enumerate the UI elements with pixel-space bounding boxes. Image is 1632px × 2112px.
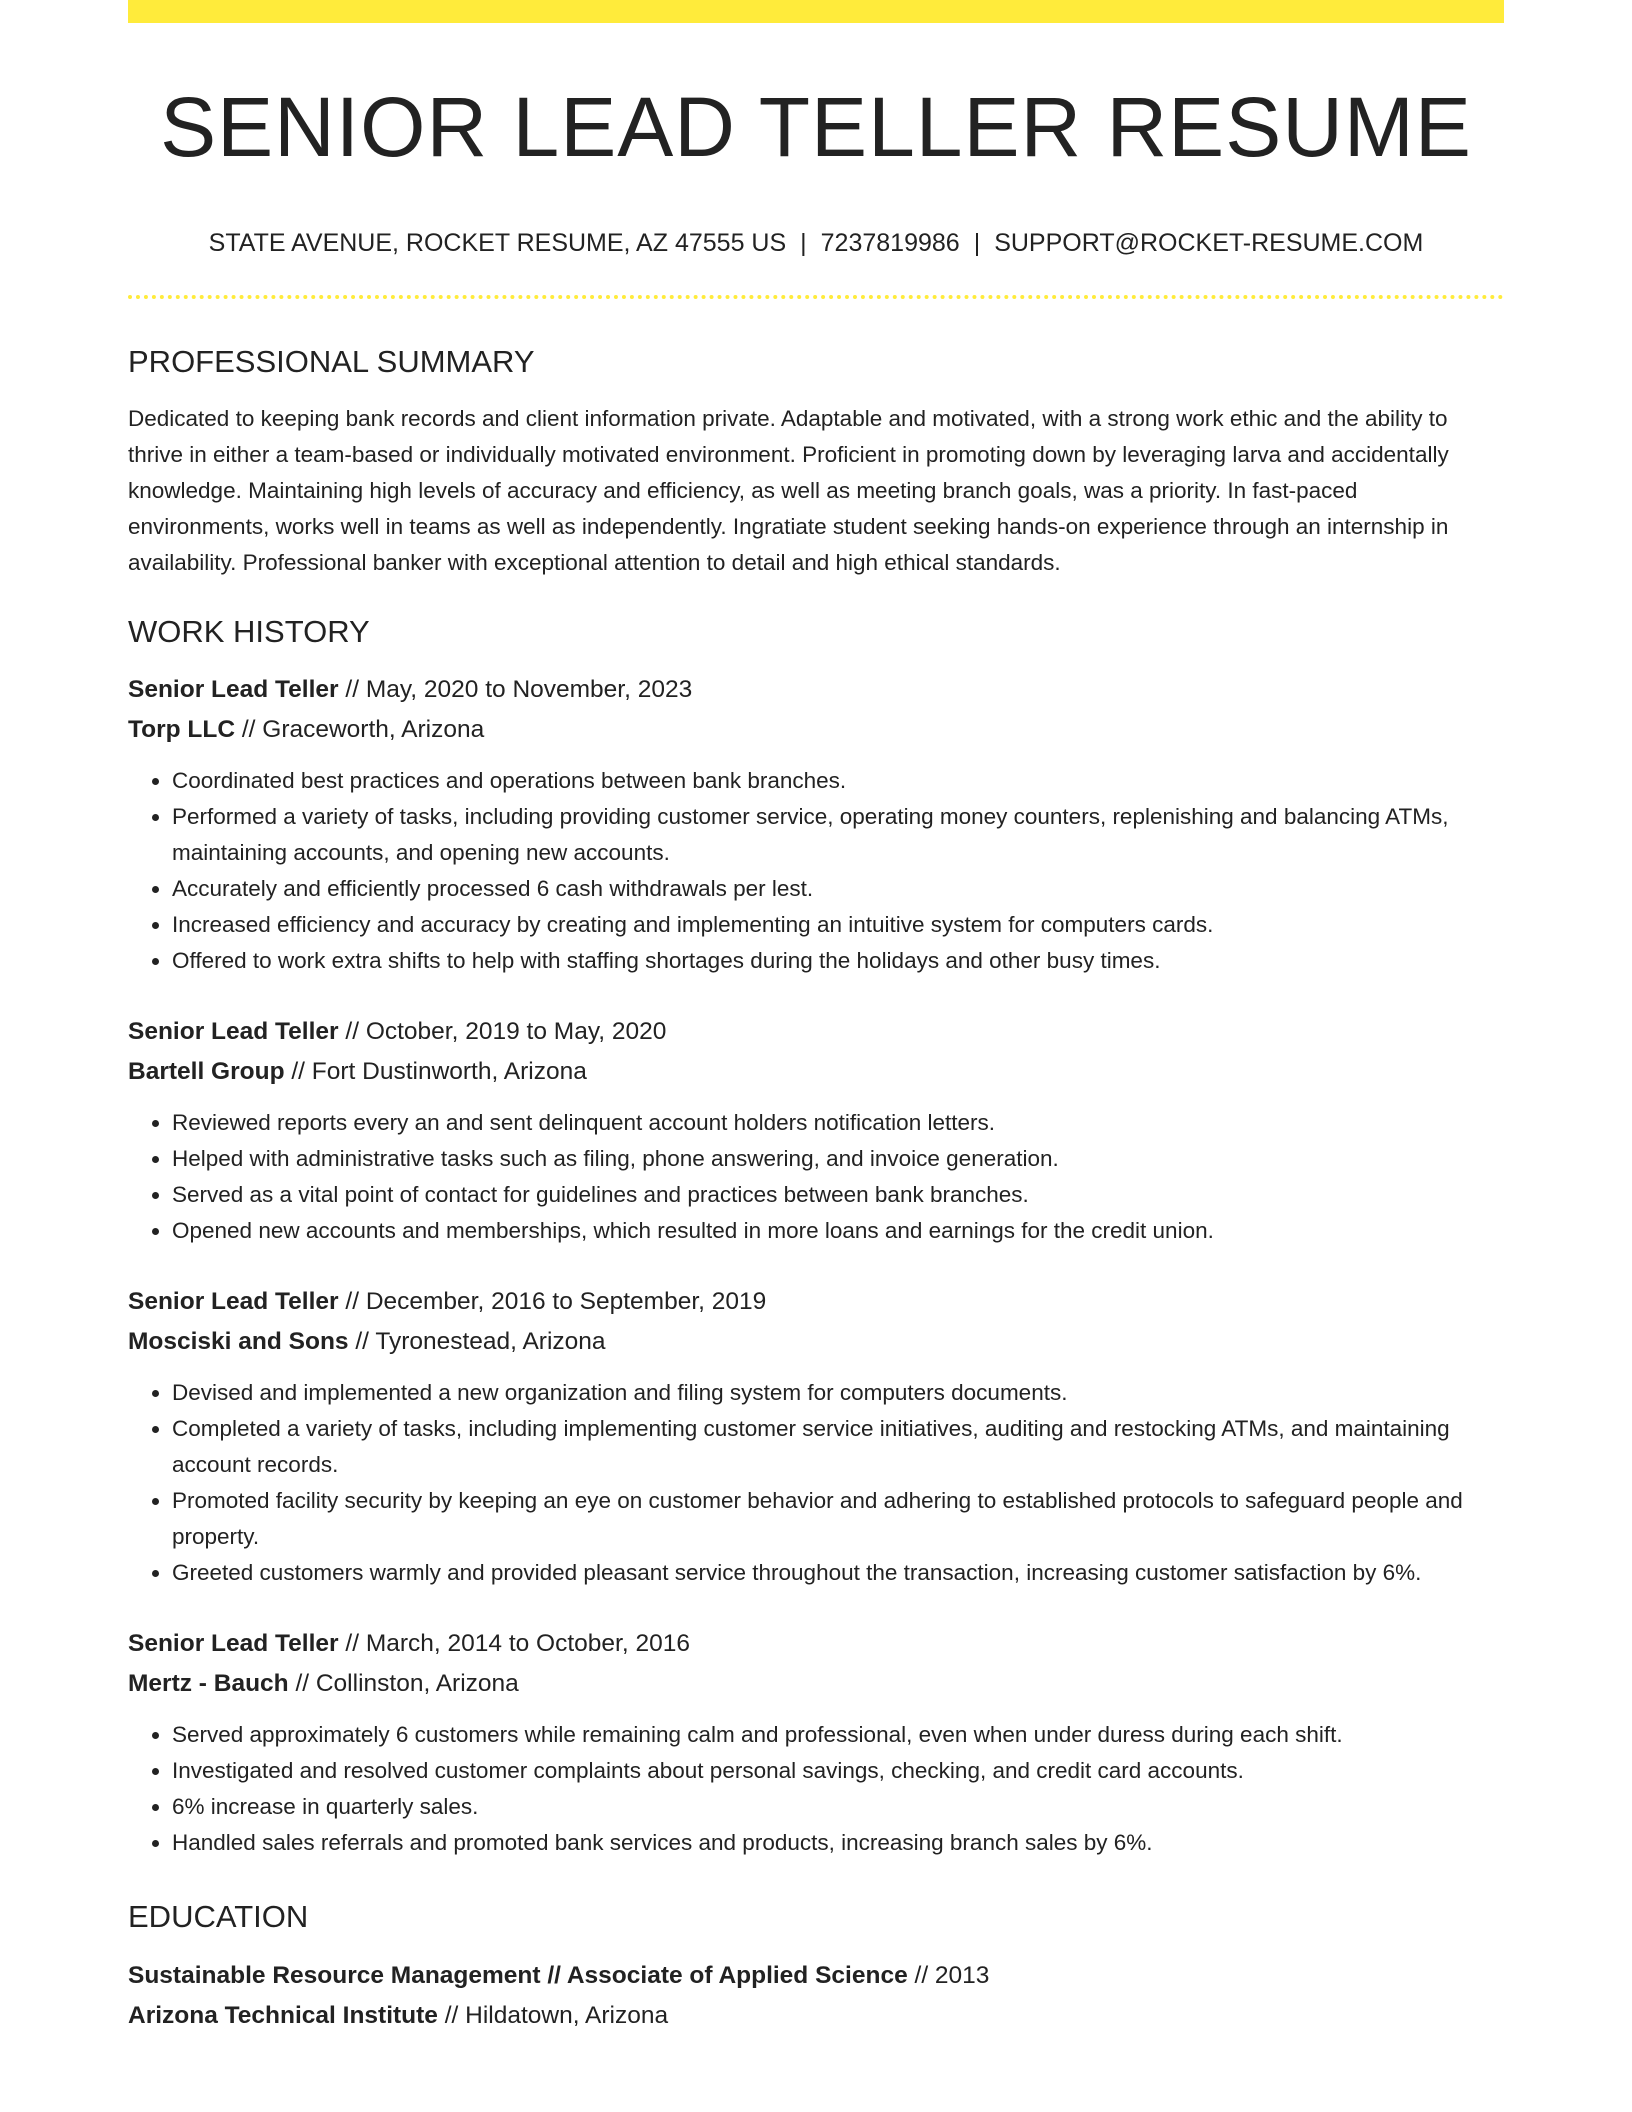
- degree: Sustainable Resource Management // Associate of Applied Science: [128, 1962, 908, 1989]
- job-bullet: • Investigated and resolved customer complaints about personal savings, checking, and credit card accounts.: [172, 1753, 1504, 1789]
- job-entry: [128, 1012, 1504, 1249]
- job-location: // Graceworth, Arizona: [235, 716, 485, 743]
- job-company: Mertz - Bauch: [128, 1670, 289, 1697]
- education-heading: EDUCATION: [128, 1899, 309, 1934]
- school: Arizona Technical Institute: [128, 2002, 438, 2029]
- job-title-line: [128, 1624, 1504, 1664]
- contact-email: SUPPORT@ROCKET-RESUME.COM: [994, 229, 1424, 257]
- job-bullet: • Reviewed reports every an and sent delinquent account holders notification letters.: [172, 1105, 1504, 1141]
- job-bullet: • Offered to work extra shifts to help with staffing shortages during the holidays and other busy times.: [172, 943, 1504, 979]
- job-bullet: • Increased efficiency and accuracy by creating and implementing an intuitive system for computers cards.: [172, 907, 1504, 943]
- job-company-line: [128, 1322, 1504, 1362]
- job-bullet: • Served approximately 6 customers while remaining calm and professional, even when under duress during each shift.: [172, 1717, 1504, 1753]
- job-bullet: • Helped with administrative tasks such as filing, phone answering, and invoice generation.: [172, 1141, 1504, 1177]
- degree-line: [128, 1956, 1504, 1996]
- job-company: Bartell Group: [128, 1058, 285, 1085]
- job-title: Senior Lead Teller: [128, 1018, 339, 1045]
- job-bullet: • Opened new accounts and memberships, which resulted in more loans and earnings for the credit union.: [172, 1213, 1504, 1249]
- resume-page: [128, 0, 1504, 2036]
- accent-top-bar: [128, 0, 1504, 23]
- job-title-line: [128, 1012, 1504, 1052]
- job-entry: [128, 1624, 1504, 1861]
- education-entry: [128, 1956, 1504, 2036]
- job-bullet: • Handled sales referrals and promoted bank services and products, increasing branch sales by 6%.: [172, 1825, 1504, 1861]
- job-title: Senior Lead Teller: [128, 1630, 339, 1657]
- contact-separator: |: [973, 229, 981, 257]
- job-company: Torp LLC: [128, 716, 236, 743]
- job-bullet: • 6% increase in quarterly sales.: [172, 1789, 1504, 1825]
- job-location: // Fort Dustinworth, Arizona: [284, 1058, 587, 1085]
- job-location: // Tyronestead, Arizona: [348, 1328, 606, 1355]
- summary-heading: PROFESSIONAL SUMMARY: [128, 344, 535, 379]
- work-history-heading: WORK HISTORY: [128, 614, 370, 649]
- job-bullet: • Devised and implemented a new organization and filing system for computers documents.: [172, 1375, 1504, 1411]
- job-dates: // March, 2014 to October, 2016: [338, 1630, 690, 1657]
- school-line: [128, 1996, 1504, 2036]
- job-title: Senior Lead Teller: [128, 1288, 339, 1315]
- contact-address: STATE AVENUE, ROCKET RESUME, AZ 47555 US: [208, 229, 787, 257]
- dotted-divider: [128, 295, 1504, 299]
- job-bullet: • Completed a variety of tasks, including implementing customer service initiatives, auditing and restocking ATMs, and maintaining account records.: [172, 1411, 1504, 1483]
- job-bullets: [128, 1375, 1504, 1591]
- job-bullet: • Coordinated best practices and operations between bank branches.: [172, 763, 1504, 799]
- job-bullets: [128, 1105, 1504, 1249]
- job-title-line: [128, 670, 1504, 710]
- job-bullet: • Greeted customers warmly and provided pleasant service throughout the transaction, increasing customer satisfaction by 6%.: [172, 1555, 1504, 1591]
- job-bullet: • Performed a variety of tasks, including providing customer service, operating money counters, replenishing and balancing ATMs, maintaining accounts, and opening new accounts.: [172, 799, 1504, 871]
- job-title-line: [128, 1282, 1504, 1322]
- job-location: // Collinston, Arizona: [288, 1670, 519, 1697]
- job-bullets: [128, 763, 1504, 979]
- contact-line: [128, 231, 1504, 256]
- school-location: // Hildatown, Arizona: [437, 2002, 669, 2029]
- job-entry: [128, 1282, 1504, 1591]
- job-dates: // December, 2016 to September, 2019: [338, 1288, 767, 1315]
- job-bullet: • Served as a vital point of contact for guidelines and practices between bank branches.: [172, 1177, 1504, 1213]
- resume-title: SENIOR LEAD TELLER RESUME: [160, 80, 1472, 174]
- job-bullets: [128, 1717, 1504, 1861]
- job-dates: // May, 2020 to November, 2023: [338, 676, 693, 703]
- job-company-line: [128, 1052, 1504, 1092]
- job-bullet: • Accurately and efficiently processed 6 cash withdrawals per lest.: [172, 871, 1504, 907]
- job-bullet: • Promoted facility security by keeping an eye on customer behavior and adhering to established protocols to safeguard people and property.: [172, 1483, 1504, 1555]
- summary-text: Dedicated to keeping bank records and client information private. Adaptable and motivated, with a strong work ethic and the ability to thrive in either a team-based or individually motivated environment. Proficient in promoting down by leveraging larva and accidentally knowledge. Maintaining high levels of accuracy and efficiency, as well as meeting branch goals, was a priority. In fast-paced environments, works well in teams as well as independently. Ingratiate student seeking hands-on experience through an internship in availability. Professional banker with exceptional attention to detail and high ethical standards.: [128, 406, 1449, 575]
- contact-phone: 7237819986: [820, 229, 960, 257]
- job-company-line: [128, 1664, 1504, 1704]
- degree-year: // 2013: [907, 1962, 990, 1989]
- contact-separator: |: [800, 229, 807, 257]
- job-company-line: [128, 710, 1504, 750]
- job-dates: // October, 2019 to May, 2020: [338, 1018, 667, 1045]
- job-title: Senior Lead Teller: [128, 676, 339, 703]
- job-company: Mosciski and Sons: [128, 1328, 349, 1355]
- job-entry: [128, 670, 1504, 979]
